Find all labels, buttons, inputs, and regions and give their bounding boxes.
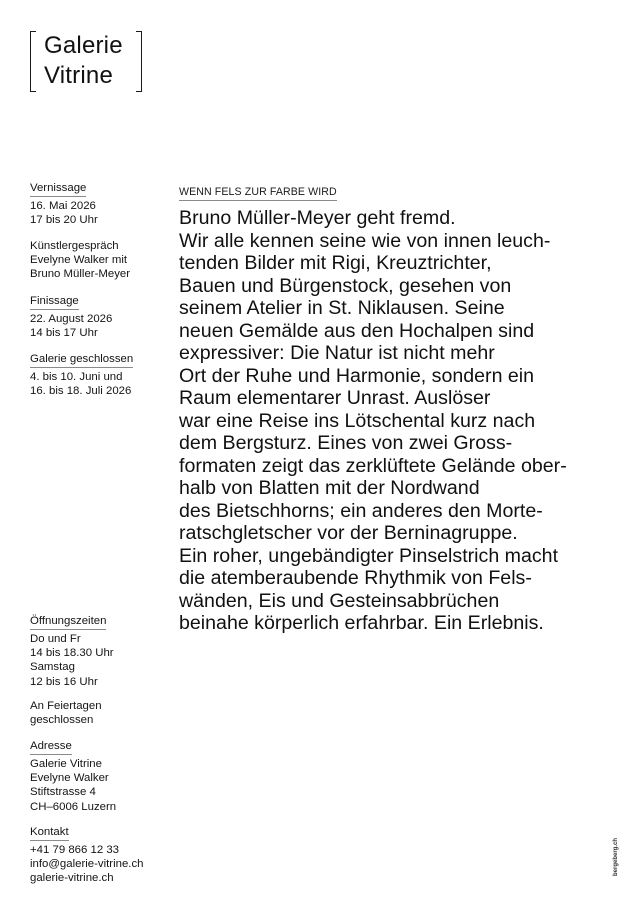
gallery-logo: [30, 31, 142, 92]
closed-dates: 4. bis 10. Juni und: [30, 371, 123, 383]
vernissage-date: 16. Mai 2026: [30, 200, 96, 212]
body-line: formaten zeigt das zerklüftete Gelände ober-: [179, 454, 567, 477]
vernissage-time: 17 bis 20 Uhr: [30, 214, 98, 227]
opening-hours-section: [30, 614, 165, 689]
body-line: tenden Bilder mit Rigi, Kreuztrichter,: [179, 252, 492, 274]
logo-left-bracket: [30, 31, 36, 92]
opening-hours-heading: Öffnungszeiten: [30, 615, 106, 630]
body-line: expressiver: Die Natur ist nicht mehr: [179, 342, 495, 364]
holidays-line: geschlossen: [30, 714, 94, 727]
email-link[interactable]: info@galerie-vitrine.ch: [30, 858, 144, 871]
hours-line: 14 bis 18.30 Uhr: [30, 647, 114, 660]
hours-line: 12 bis 16 Uhr: [30, 675, 98, 688]
address-line: Stiftstrasse 4: [30, 786, 96, 799]
address-line: Evelyne Walker: [30, 772, 109, 785]
finissage-date: 22. August 2026: [30, 313, 113, 325]
closed-heading: Galerie geschlossen: [30, 353, 133, 368]
phone-number[interactable]: +41 79 866 12 33: [30, 844, 119, 856]
talk-line: Bruno Müller-Meyer: [30, 268, 131, 281]
exhibition-title: WENN FELS ZUR FARBE WIRD: [179, 186, 337, 201]
address-heading: Adresse: [30, 740, 72, 755]
address-line: CH–6006 Luzern: [30, 800, 117, 813]
body-line: ratschgletscher vor der Berninagruppe.: [179, 522, 518, 544]
body-line: dem Bergsturz. Eines von zwei Gross-: [179, 432, 513, 454]
body-line: beinahe körperlich erfahrbar. Ein Erlebnis.: [179, 612, 544, 634]
body-line: wänden, Eis und Gesteinsabbrüchen: [179, 589, 500, 612]
body-line: seinem Atelier in St. Niklausen. Seine: [179, 297, 505, 319]
logo-line-2: Vitrine: [44, 62, 113, 89]
body-line: neuen Gemälde aus den Hochalpen sind: [179, 319, 535, 342]
vernissage-section: [30, 181, 165, 227]
body-line: Ort der Ruhe und Harmonie, sondern ein: [179, 364, 535, 387]
body-line: Ein roher, ungebändigter Pinselstrich macht: [179, 544, 559, 567]
logo-line-1: Galerie: [44, 32, 123, 59]
vernissage-heading: Vernissage: [30, 182, 86, 197]
logo-wordmark: [44, 31, 123, 91]
body-line: Raum elementarer Unrast. Auslöser: [179, 387, 491, 409]
contact-heading: Kontakt: [30, 826, 69, 841]
talk-line: Evelyne Walker mit: [30, 254, 128, 267]
finissage-heading: Finissage: [30, 295, 79, 310]
holidays-section: [30, 699, 165, 727]
closed-section: [30, 352, 165, 398]
hours-line: Samstag: [30, 661, 75, 674]
address-section: [30, 739, 165, 814]
hours-line: Do und Fr: [30, 633, 81, 645]
talk-line: Künstlergespräch: [30, 240, 119, 252]
logo-right-bracket: [136, 31, 142, 92]
closed-dates: 16. bis 18. Juli 2026: [30, 385, 132, 398]
holidays-line: An Feiertagen: [30, 700, 102, 712]
exhibition-text: [179, 182, 619, 635]
finissage-section: [30, 294, 165, 340]
body-line: des Bietschhorns; ein anderes den Morte-: [179, 499, 543, 522]
body-line: die atemberaubende Rhythmik von Fels-: [179, 567, 532, 589]
finissage-time: 14 bis 17 Uhr: [30, 327, 98, 340]
designer-credit: bergeberg.ch: [613, 837, 619, 876]
body-line: Bruno Müller-Meyer geht fremd.: [179, 207, 456, 229]
contact-section: [30, 825, 165, 886]
website-link[interactable]: galerie-vitrine.ch: [30, 872, 114, 885]
body-line: war eine Reise ins Lötschental kurz nach: [179, 409, 536, 432]
artist-talk-section: [30, 239, 165, 282]
body-line: halb von Blatten mit der Nordwand: [179, 477, 480, 499]
body-line: Bauen und Bürgenstock, gesehen von: [179, 274, 512, 297]
body-line: Wir alle kennen seine wie von innen leuch-: [179, 229, 551, 252]
exhibition-description: [179, 207, 619, 635]
address-line: Galerie Vitrine: [30, 758, 102, 770]
